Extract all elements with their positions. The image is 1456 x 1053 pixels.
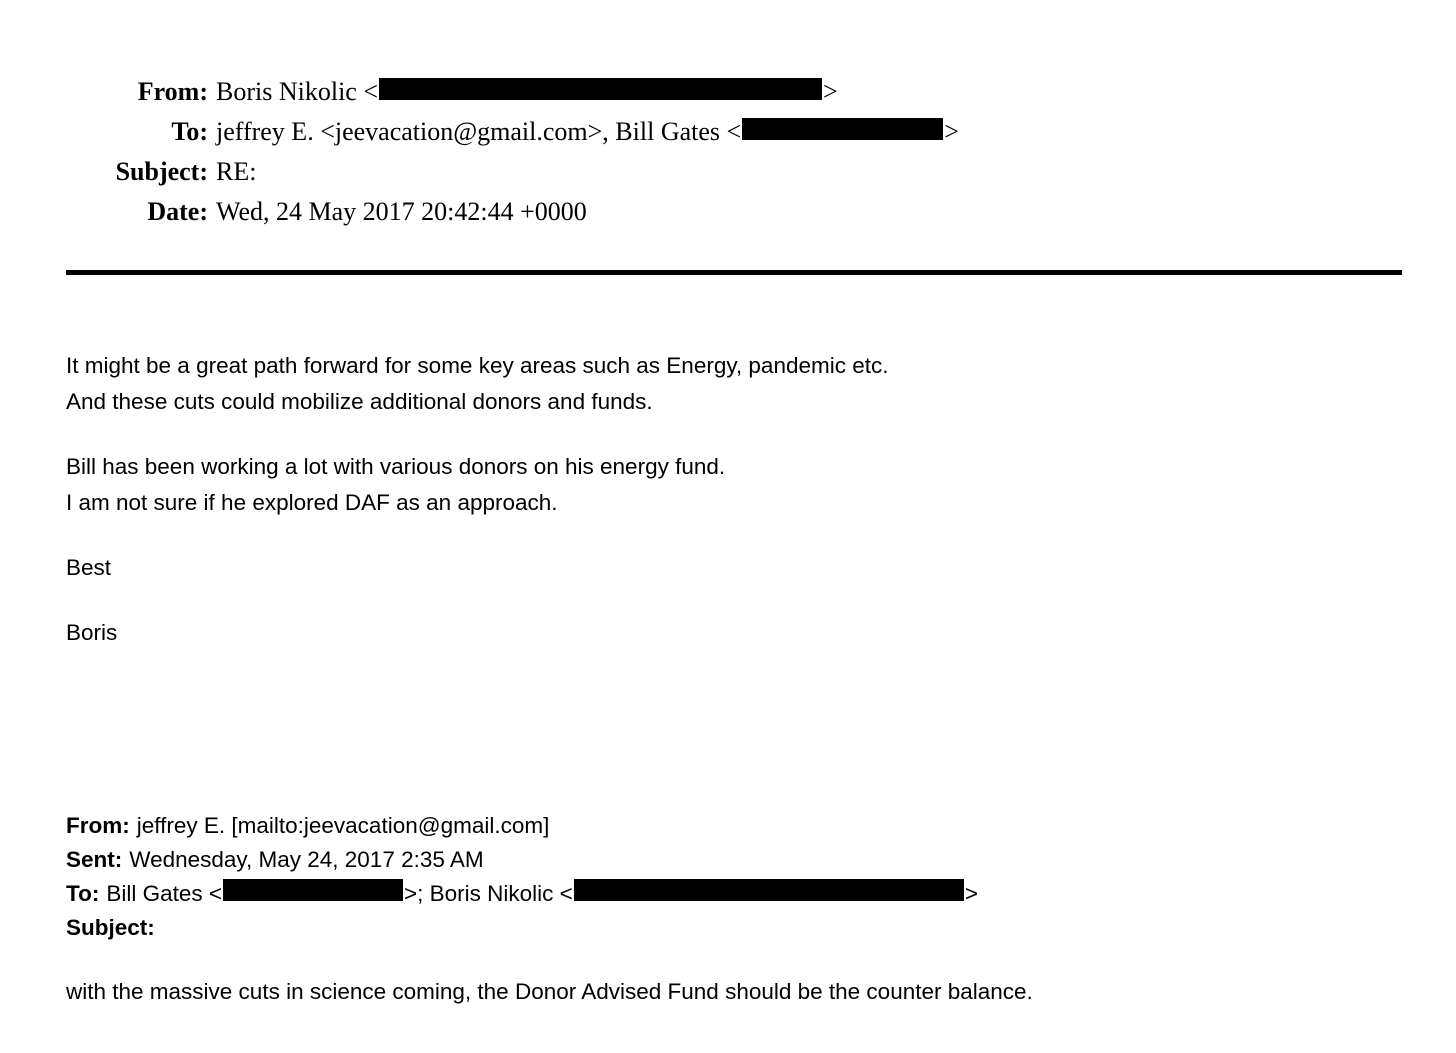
redaction-bar-to-email <box>742 118 943 140</box>
quoted-message-body <box>66 975 1396 1009</box>
quoted-row-from <box>66 809 1396 843</box>
to-value <box>216 112 959 152</box>
quoted-row-subject <box>66 911 1396 945</box>
body-signoff: Best <box>66 555 112 580</box>
date-value <box>216 192 587 232</box>
paragraph-spacer <box>66 420 1396 449</box>
redaction-bar-from-email <box>379 78 822 100</box>
paragraph-spacer <box>66 521 1396 550</box>
header-row-subject <box>0 152 1100 192</box>
to-label: To: <box>171 117 208 146</box>
quoted-to-value-2: >; Boris Nikolic < <box>404 881 573 906</box>
subject-text: RE: <box>216 157 257 186</box>
quoted-to-label: To: <box>66 881 100 906</box>
header-divider <box>66 270 1402 275</box>
to-text: jeffrey E. <jeevacation@gmail.com>, Bill Gates < <box>216 117 742 146</box>
subject-value <box>216 152 256 192</box>
subject-label: Subject: <box>115 157 208 186</box>
body-paragraph-2 <box>66 449 1396 521</box>
header-row-to <box>0 112 1100 152</box>
body-signature: Boris <box>66 620 118 645</box>
email-header <box>0 72 1100 232</box>
quoted-sent-label: Sent: <box>66 847 123 872</box>
quoted-section-spacer <box>66 651 1396 809</box>
email-body <box>66 348 1396 1009</box>
body-line: It might be a great path forward for some key areas such as Energy, pandemic etc. <box>66 353 889 378</box>
date-text: Wed, 24 May 2017 20:42:44 +0000 <box>216 197 587 226</box>
quoted-row-to <box>66 877 1396 911</box>
quoted-body-line: with the massive cuts in science coming, the Donor Advised Fund should be the counter balance. <box>66 979 1033 1004</box>
from-text: Boris Nikolic < <box>216 77 378 106</box>
redaction-bar-quoted-email-1 <box>223 879 403 901</box>
redaction-bar-quoted-email-2 <box>574 879 964 901</box>
body-line: I am not sure if he explored DAF as an approach. <box>66 490 558 515</box>
quoted-to-value-1: Bill Gates < <box>106 881 222 906</box>
quoted-message-header <box>66 809 1396 945</box>
from-value <box>216 72 838 112</box>
quoted-from-label: From: <box>66 813 130 838</box>
quoted-from-value: jeffrey E. [mailto:jeevacation@gmail.com] <box>136 813 550 838</box>
from-text-after: > <box>823 77 838 106</box>
quoted-sent-value: Wednesday, May 24, 2017 2:35 AM <box>129 847 484 872</box>
body-line: And these cuts could mobilize additional donors and funds. <box>66 389 653 414</box>
header-row-date <box>0 192 1100 232</box>
quoted-subject-label: Subject: <box>66 915 155 940</box>
header-row-from <box>0 72 1100 112</box>
body-paragraph-1 <box>66 348 1396 420</box>
to-text-after: > <box>944 117 959 146</box>
quoted-to-value-3: > <box>964 881 978 906</box>
from-label: From: <box>137 77 208 106</box>
body-line: Bill has been working a lot with various donors on his energy fund. <box>66 454 726 479</box>
quoted-row-sent <box>66 843 1396 877</box>
date-label: Date: <box>147 197 208 226</box>
paragraph-spacer <box>66 586 1396 615</box>
